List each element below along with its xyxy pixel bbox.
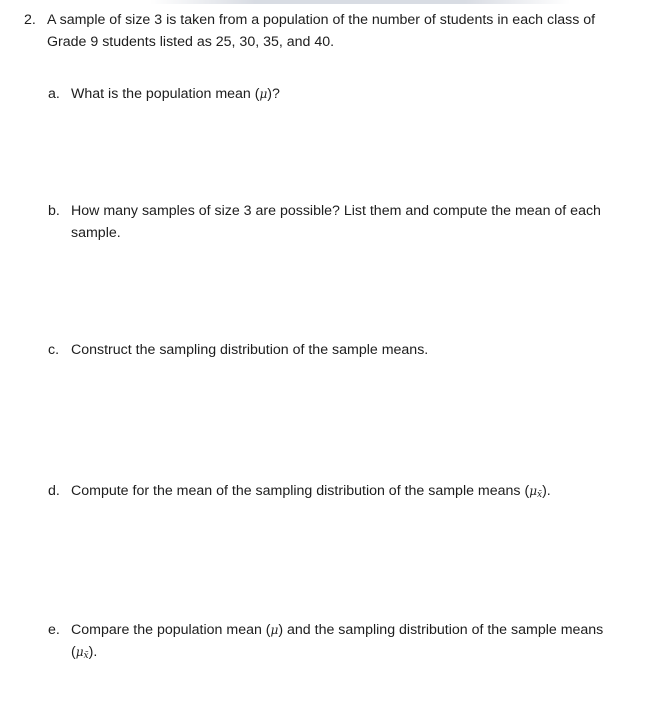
item-b-text: How many samples of size 3 are possible? List them and compute the mean of each sample. <box>71 203 601 241</box>
item-d-letter: d. <box>48 483 60 499</box>
top-edge-fade <box>150 0 570 4</box>
question-text: A sample of size 3 is taken from a population of the number of students in each class of Grade 9 students listed as 25, 30, 35, and 40. <box>47 12 596 50</box>
mu-symbol: μ <box>75 645 84 659</box>
item-a-letter: a. <box>48 86 60 102</box>
item-b-letter: b. <box>48 203 60 219</box>
item-d-text-before: Compute for the mean of the sampling distribution of the sample means ( <box>71 483 530 499</box>
question-number: 2. <box>24 12 36 28</box>
mu-symbol: μ <box>259 87 268 101</box>
item-e-letter: e. <box>48 622 60 638</box>
item-a-text-before: What is the population mean ( <box>71 86 260 102</box>
item-c-text: Construct the sampling distribution of the sample means. <box>71 342 429 358</box>
item-a-text-after: )? <box>267 86 280 102</box>
mu-symbol: μ <box>270 623 279 637</box>
item-c <box>48 339 623 361</box>
item-a <box>48 83 623 105</box>
item-e-text <box>71 619 623 667</box>
item-c-letter: c. <box>48 342 60 358</box>
mu-symbol: μ <box>529 484 537 498</box>
item-d-text <box>71 480 623 506</box>
item-d <box>48 480 623 506</box>
item-d-text-after: ). <box>542 483 551 499</box>
item-e-text-before: Compare the population mean ( <box>71 622 271 638</box>
x-bar-subscript: x̄ <box>537 490 543 500</box>
item-a-text <box>71 83 623 105</box>
item-e <box>48 619 623 667</box>
item-b <box>48 200 623 244</box>
x-bar-subscript: x̄ <box>83 651 89 661</box>
question-2 <box>24 9 624 53</box>
item-e-text-after: ). <box>88 644 98 660</box>
item-e-text-middle: ) and the sampling distribution of the sample means ( <box>71 622 604 660</box>
